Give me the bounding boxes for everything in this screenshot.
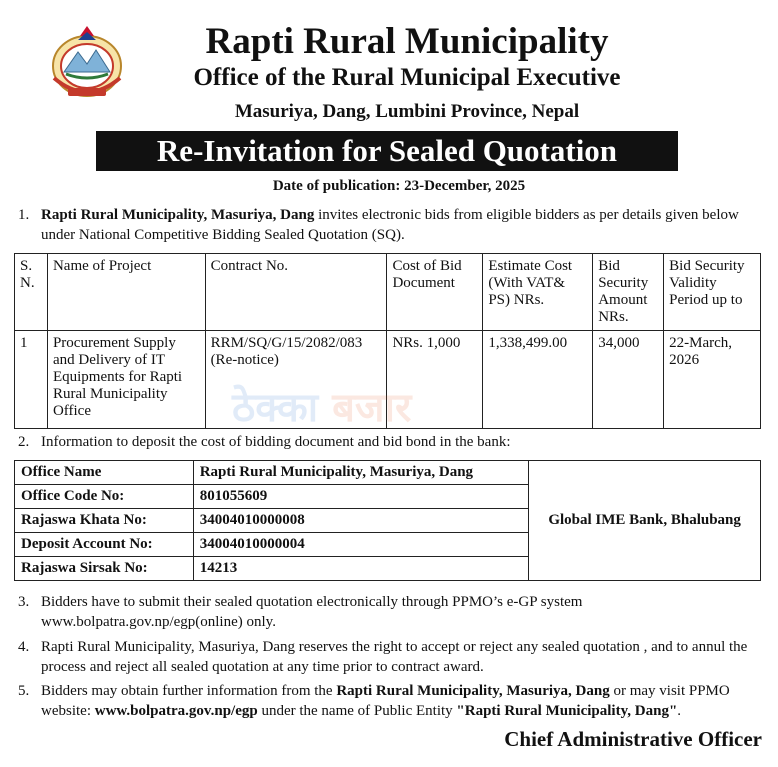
bank-label: Deposit Account No: [15,533,194,557]
notice-title: Re-Invitation for Sealed Quotation [96,131,678,171]
header-security: Bid Security Amount NRs. [593,254,664,331]
watermark [232,378,411,433]
bank-value: 801055609 [193,485,529,509]
header-project: Name of Project [47,254,205,331]
bank-label: Office Code No: [15,485,194,509]
paragraph-text: Rapti Rural Municipality, Masuriya, Dang reserves the right to accept or reject any sealed quotation , and to annul the process and reject all sealed quotation at any time prior to contract award. [41,639,748,675]
paragraph-text: Bidders have to submit their sealed quotation electronically through PPMO’s e-GP system www.bolpatra.gov.np/egp(online) only. [41,594,583,630]
cell-security: 34,000 [593,331,664,429]
cell-validity: 22-March, 2026 [664,331,761,429]
bank-value: 14213 [193,557,529,581]
bank-value: 34004010000008 [193,509,529,533]
bank-table [14,460,761,581]
paragraph-2 [18,432,770,452]
paragraph-text: under the name of Public Entity [257,703,457,719]
cell-estimate: 1,338,499.00 [483,331,593,429]
office-address: Masuriya, Dang, Lumbini Province, Nepal [234,101,580,122]
watermark-part-1: ठेक्का [232,385,319,431]
paragraph-text: invites electronic bids from eligible bidders as per details given below under National Competitive Bidding Sealed Quotation (SQ). [41,207,739,243]
cell-doc-cost: NRs. 1,000 [387,331,483,429]
cell-contract: RRM/SQ/G/15/2082/083 (Re-notice) [205,331,387,429]
watermark-part-2: बजार [332,385,412,431]
paragraph-bold: Rapti Rural Municipality, Masuriya, Dang [336,683,610,699]
paragraph-3 [18,592,770,632]
header-estimate: Estimate Cost (With VAT& PS) NRs. [483,254,593,331]
header-validity: Bid Security Validity Period up to [664,254,761,331]
paragraph-1 [18,205,770,245]
bank-name: Global IME Bank, Bhalubang [529,461,761,581]
cell-project: Procurement Supply and Delivery of IT Equipments for Rapti Rural Municipality Office [47,331,205,429]
paragraph-text: Information to deposit the cost of bidding document and bid bond in the bank: [41,434,511,450]
paragraph-number: 3. [18,594,30,610]
paragraph-5 [18,681,770,721]
publication-date: Date of publication: 23-December, 2025 [272,178,526,194]
bank-label: Office Name [15,461,194,485]
bank-value: Rapti Rural Municipality, Masuriya, Dang [193,461,529,485]
header-doc-cost: Cost of Bid Document [387,254,483,331]
table-row [15,461,761,485]
cell-sn: 1 [15,331,48,429]
bank-label: Rajaswa Sirsak No: [15,557,194,581]
table-header-row [15,254,761,331]
signature: Chief Administrative Officer [504,727,762,751]
paragraph-number: 2. [18,434,30,450]
paragraph-text: Bidders may obtain further information from the [41,683,337,699]
header-contract: Contract No. [205,254,387,331]
website-link: www.bolpatra.gov.np/egp [94,703,258,719]
paragraph-number: 4. [18,639,30,655]
paragraph-bold: Rapti Rural Municipality, Masuriya, Dang [41,207,315,223]
office-name: Office of the Rural Municipal Executive [193,64,621,91]
paragraph-bold: "Rapti Rural Municipality, Dang" [456,703,678,719]
bank-label: Rajaswa Khata No: [15,509,194,533]
paragraph-4 [18,637,770,677]
paragraph-text: or may visit PPMO website: [41,683,730,719]
bank-value: 34004010000004 [193,533,529,557]
header-sn: S. N. [15,254,48,331]
paragraph-number: 1. [18,207,30,223]
paragraph-number: 5. [18,683,30,699]
municipality-name: Rapti Rural Municipality [205,21,609,62]
paragraph-text: . [677,703,682,719]
